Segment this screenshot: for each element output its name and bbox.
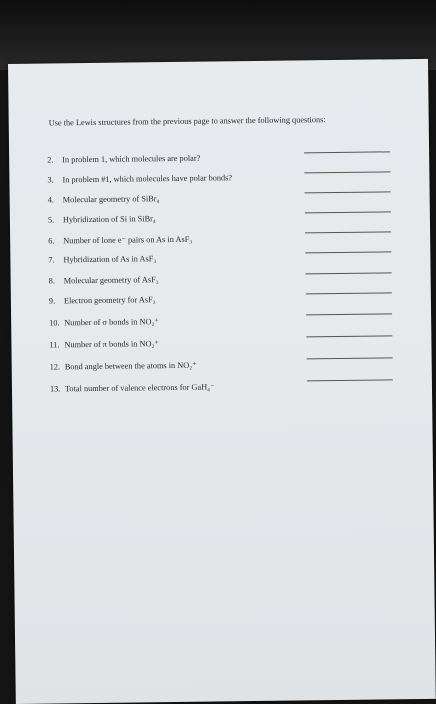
question-12: 12. Bond angle between the atoms in NO₂⁺: [49, 360, 197, 372]
question-7: 7. Hybridization of As in AsF₃: [48, 254, 157, 265]
question-2-text: In problem 1, which molecules are polar?: [62, 153, 201, 165]
question-10: 10. Number of σ bonds in NO₂⁺: [49, 317, 159, 328]
answer-line-2[interactable]: [304, 151, 390, 153]
question-2: 2. In problem 1, which molecules are polar?: [47, 153, 201, 165]
answer-line-4[interactable]: [305, 191, 391, 193]
question-3-text: In problem #1, which molecules have polar bonds?: [62, 173, 233, 185]
question-12-text: Bond angle between the atoms in NO₂⁺: [64, 360, 197, 372]
answer-line-7[interactable]: [305, 251, 391, 253]
answer-line-9[interactable]: [306, 292, 392, 294]
question-4-text: Molecular geometry of SiBr₄: [62, 194, 160, 205]
question-4: 4. Molecular geometry of SiBr₄: [47, 194, 160, 205]
answer-line-11[interactable]: [306, 335, 392, 337]
question-6-text: Number of lone e⁻ pairs on As in AsF₃: [63, 234, 193, 246]
question-7-text: Hybridization of As in AsF₃: [63, 254, 157, 265]
question-5-text: Hybridization of Si in SiBr₄: [62, 214, 156, 225]
question-10-text: Number of σ bonds in NO₂⁺: [64, 317, 159, 328]
answer-line-10[interactable]: [306, 313, 392, 315]
instruction-text: Use the Lewis structures from the previous page to answer the following questions:: [48, 115, 326, 128]
answer-line-8[interactable]: [306, 272, 392, 274]
question-8: 8. Molecular geometry of AsF₃: [48, 275, 159, 286]
answer-line-12[interactable]: [307, 357, 393, 359]
question-11-text: Number of π bonds in NO₂⁺: [64, 339, 159, 350]
answer-line-6[interactable]: [305, 231, 391, 233]
answer-line-13[interactable]: [307, 379, 393, 381]
question-13-text: Total number of valence electrons for GaH₄⁻: [64, 382, 215, 394]
question-6: 6. Number of lone e⁻ pairs on As in AsF₃: [48, 234, 193, 246]
worksheet-page: [8, 59, 436, 704]
question-11: 11. Number of π bonds in NO₂⁺: [49, 339, 159, 350]
question-5: 5. Hybridization of Si in SiBr₄: [47, 214, 156, 225]
question-9: 9. Electron geometry for AsF₃: [48, 295, 156, 306]
answer-line-5[interactable]: [305, 211, 391, 213]
question-13: 13. Total number of valence electrons for GaH₄⁻: [49, 382, 215, 394]
question-9-text: Electron geometry for AsF₃: [63, 295, 156, 306]
question-8-text: Molecular geometry of AsF₃: [63, 275, 159, 286]
question-3: 3. In problem #1, which molecules have polar bonds?: [47, 173, 233, 185]
answer-line-3[interactable]: [304, 171, 390, 173]
